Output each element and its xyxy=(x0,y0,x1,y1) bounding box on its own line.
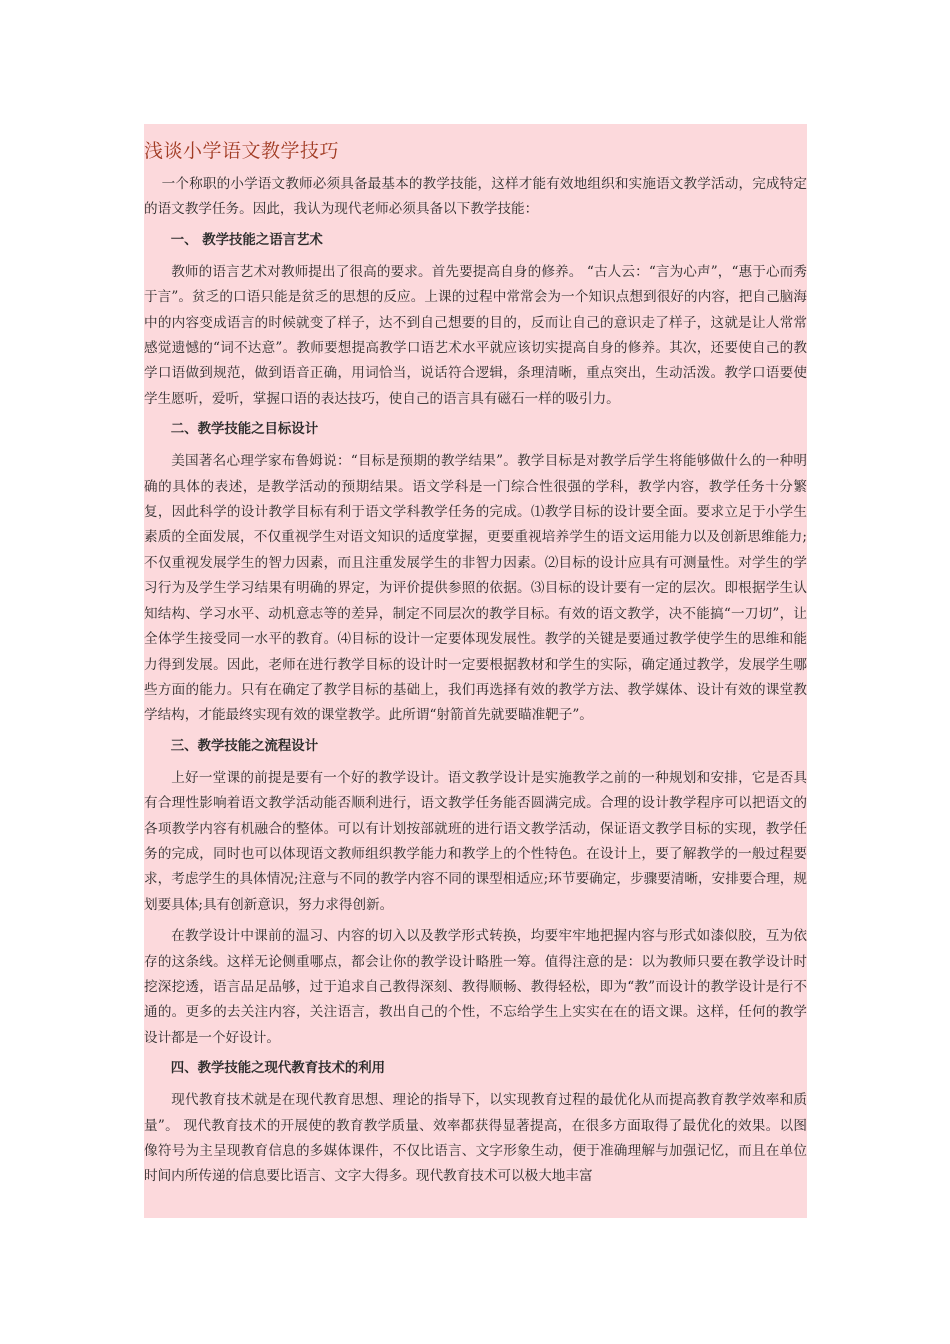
section-heading-2: 二、教学技能之目标设计 xyxy=(170,422,319,438)
section-heading-3: 三、教学技能之流程设计 xyxy=(170,738,319,754)
document-page xyxy=(144,124,807,1218)
intro-paragraph: 一个称职的小学语文教师必须具备最基本的教学技能，这样才能有效地组织和实施语文教学活动，完成特定的语文教学任务。因此，我认为现代老师必须具备以下教学技能： xyxy=(144,176,807,218)
section-2-paragraph-1: 美国著名心理学家布鲁姆说：“目标是预期的教学结果”。教学目标是对教学后学生将能够做什么的一种明确的具体的表述，是教学活动的预期结果。语文学科是一门综合性很强的学科，教学内容，教学任务十分繁复，因此科学的设计教学目标有利于语文学科教学任务的完成。⑴教学目标的设计要全面。要求立足于小学生素质的全面发展，不仅重视学生对语文知识的适度掌握，更要重视培养学生的语文运用能力以及创新思维能力;不仅重视发展学生的智力因素，而且注重发展学生的非智力因素。⑵目标的设计应具有可测量性。对学生的学习行为及学生学习结果有明确的界定，为评价提供参照的依据。⑶目标的设计要有一定的层次。即根据学生认知结构、学习水平、动机意志等的差异，制定不同层次的教学目标。有效的语文教学，决不能搞“一刀切”，让全体学生接受同一水平的教育。⑷目标的设计一定要体现发展性。教学的关键是要通过教学使学生的思维和能力得到发展。因此，老师在进行教学目标的设计时一定要根据教材和学生的实际，确定通过教学，发展学生哪些方面的能力。只有在确定了教学目标的基础上，我们再选择有效的教学方法、教学媒体、设计有效的课堂教学结构，才能最终实现有效的课堂教学。此所谓“射箭首先就要瞄准靶子”。 xyxy=(144,453,807,724)
section-4-paragraph-1: 现代教育技术就是在现代教育思想、理论的指导下，以实现教育过程的最优化从而提高教育教学效率和质量”。 现代教育技术的开展使的教育教学质量、效率都获得显著提高，在很多方面取得了最优化的效果。以图像符号为主呈现教育信息的多媒体课件，不仅比语言、文字形象生动，便于准确理解与加强记忆，而且在单位时间内所传递的信息要比语言、文字大得多。现代教育技术可以极大地丰富 xyxy=(144,1092,807,1185)
section-heading-1: 一、 教学技能之语言艺术 xyxy=(170,232,323,248)
section-3-paragraph-1: 上好一堂课的前提是要有一个好的教学设计。语文教学设计是实施教学之前的一种规划和安排，它是否具有合理性影响着语文教学活动能否顺利进行，语文教学任务能否圆满完成。合理的设计教学程序可以把语文的各项教学内容有机融合的整体。可以有计划按部就班的进行语文教学活动，保证语文教学目标的实现，教学任务的完成，同时也可以体现语文教师组织教学能力和教学上的个性特色。在设计上，要了解教学的一般过程要求，考虑学生的具体情况;注意与不同的教学内容不同的课型相适应;环节要确定，步骤要清晰，安排要合理，规划要具体;具有创新意识，努力求得创新。 xyxy=(144,769,807,913)
section-heading-4: 四、教学技能之现代教育技术的利用 xyxy=(170,1061,386,1077)
document-title: 浅谈小学语文教学技巧 xyxy=(144,140,340,162)
section-1-paragraph-1: 教师的语言艺术对教师提出了很高的要求。首先要提高自身的修养。 “古人云：“言为心声”，“惠于心而秀于言”。贫乏的口语只能是贫乏的思想的反应。上课的过程中常常会为一个知识点想到很好的内容，把自己脑海中的内容变成语言的时候就变了样子，达不到自己想要的目的，反而让自己的意识走了样子，这就是让人常常感觉遗憾的“词不达意”。教师要想提高教学口语艺术水平就应该切实提高自身的修养。其次，还要使自己的教学口语做到规范，做到语音正确，用词恰当，说话符合逻辑，条理清晰，重点突出，生动活泼。教学口语要使学生愿听，爱听，掌握口语的表达技巧，使自己的语言具有磁石一样的吸引力。 xyxy=(144,263,807,407)
section-3-paragraph-2: 在教学设计中课前的温习、内容的切入以及教学形式转换，均要牢牢地把握内容与形式如漆似胶，互为依存的这条线。这样无论侧重哪点，都会让你的教学设计略胜一筹。值得注意的是：以为教师只要在教学设计时挖深挖透，语言品足品够，过于追求自己教得深刻、教得顺畅、教得轻松，即为“教”而设计的教学设计是行不通的。更多的去关注内容，关注语言，教出自己的个性，不忘给学生上实实在在的语文课。这样，任何的教学设计都是一个好设计。 xyxy=(144,928,807,1046)
